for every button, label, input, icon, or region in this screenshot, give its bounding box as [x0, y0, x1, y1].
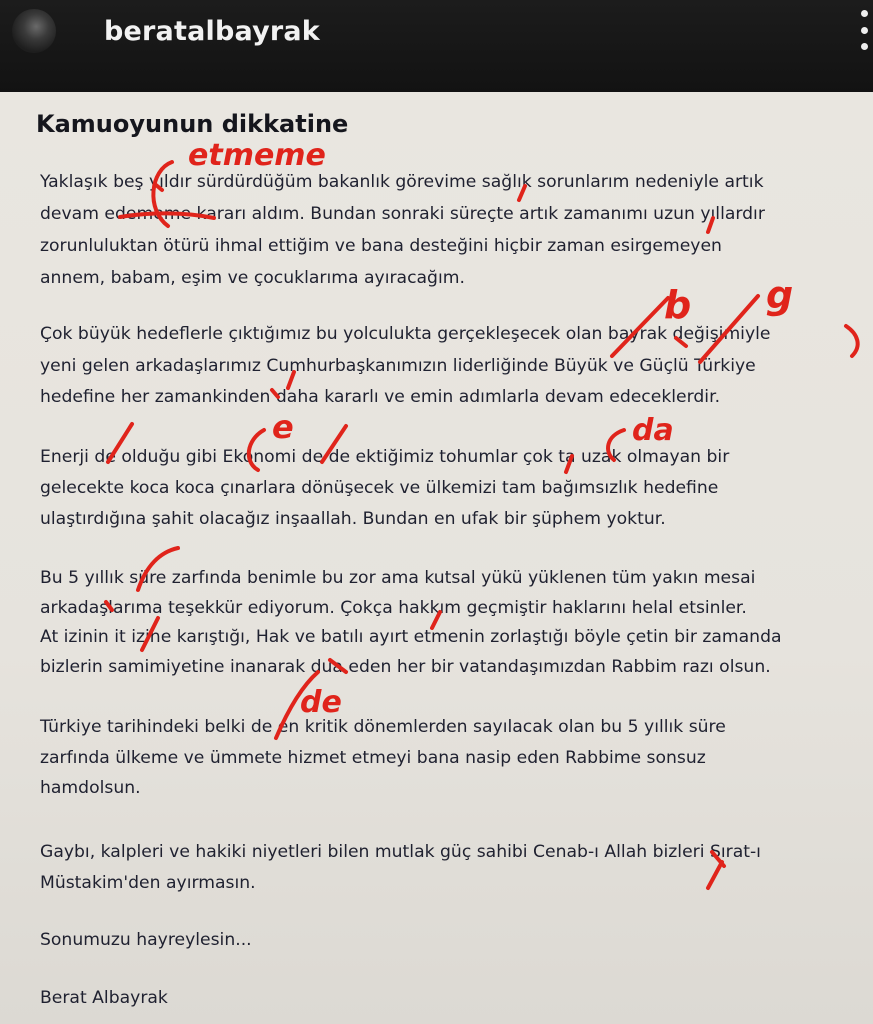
statement-line: Bu 5 yıllık süre zarfında benimle bu zor ama kutsal yükü yüklenen tüm yakın mesai [40, 568, 756, 588]
annotation-g: g [766, 273, 794, 317]
statement-line: gelecekte koca koca çınarlara dönüşecek ve ülkemizi tam bağımsızlık hedefine [40, 478, 719, 498]
statement-line: zarfında ülkeme ve ümmete hizmet etmeyi bana nasip eden Rabbime sonsuz [40, 748, 706, 768]
annotation-da: da [632, 413, 674, 448]
annotation-de: de [300, 685, 342, 720]
profile-avatar[interactable] [12, 9, 56, 53]
statement-line: devam edememe kararı aldım. Bundan sonraki süreçte artık zamanımı uzun yıllardır [40, 204, 765, 224]
statement-line: bizlerin samimiyetine inanarak dua eden her bir vatandaşımızdan Rabbim razı olsun. [40, 657, 771, 677]
statement-line: Yaklaşık beş yıldır sürdürdüğüm bakanlık görevime sağlık sorunlarım nedeniyle artık [40, 172, 764, 192]
statement-line: Türkiye tarihindeki belki de en kritik dönemlerden sayılacak olan bu 5 yıllık süre [40, 717, 726, 737]
annotation-etmeme: etmeme [188, 138, 326, 173]
statement-line: arkadaşlarıma teşekkür ediyorum. Çokça hakkım geçmiştir haklarını helal etsinler. [40, 598, 747, 618]
statement-line: Çok büyük hedeflerle çıktığımız bu yolculukta gerçekleşecek olan bayrak değişimiyle [40, 324, 771, 344]
statement-line: yeni gelen arkadaşlarımız Cumhurbaşkanımızın liderliğinde Büyük ve Güçlü Türkiye [40, 356, 756, 376]
statement-line: zorunluluktan ötürü ihmal ettiğim ve bana desteğini hiçbir zaman esirgemeyen [40, 236, 722, 256]
statement-heading: Kamuoyunun dikkatine [36, 110, 349, 138]
statement-line: Müstakim'den ayırmasın. [40, 873, 256, 893]
statement-line: Enerji de olduğu gibi Ekonomi de de ektiğimiz tohumlar çok ta uzak olmayan bir [40, 447, 730, 467]
statement-line: hamdolsun. [40, 778, 141, 798]
app-header [0, 0, 873, 95]
profile-username[interactable]: beratalbayrak [104, 16, 320, 47]
more-options-icon[interactable] [857, 10, 871, 50]
statement-line: hedefine her zamankinden daha kararlı ve emin adımlarla devam edeceklerdir. [40, 387, 721, 407]
statement-line: annem, babam, eşim ve çocuklarıma ayıracağım. [40, 268, 465, 288]
signature-line: Berat Albayrak [40, 988, 168, 1008]
statement-line: At izinin it izine karıştığı, Hak ve batılı ayırt etmenin zorlaştığı böyle çetin bir zamanda [40, 627, 782, 647]
statement-line: Gaybı, kalpleri ve hakiki niyetleri bilen mutlak güç sahibi Cenab-ı Allah bizleri Sırat-ı [40, 842, 761, 862]
statement-line: ulaştırdığına şahit olacağız inşaallah. Bundan en ufak bir şüphem yoktur. [40, 509, 666, 529]
statement-line: Sonumuzu hayreylesin... [40, 930, 252, 950]
annotation-e: e [272, 408, 294, 446]
annotation-b: b [664, 283, 692, 327]
